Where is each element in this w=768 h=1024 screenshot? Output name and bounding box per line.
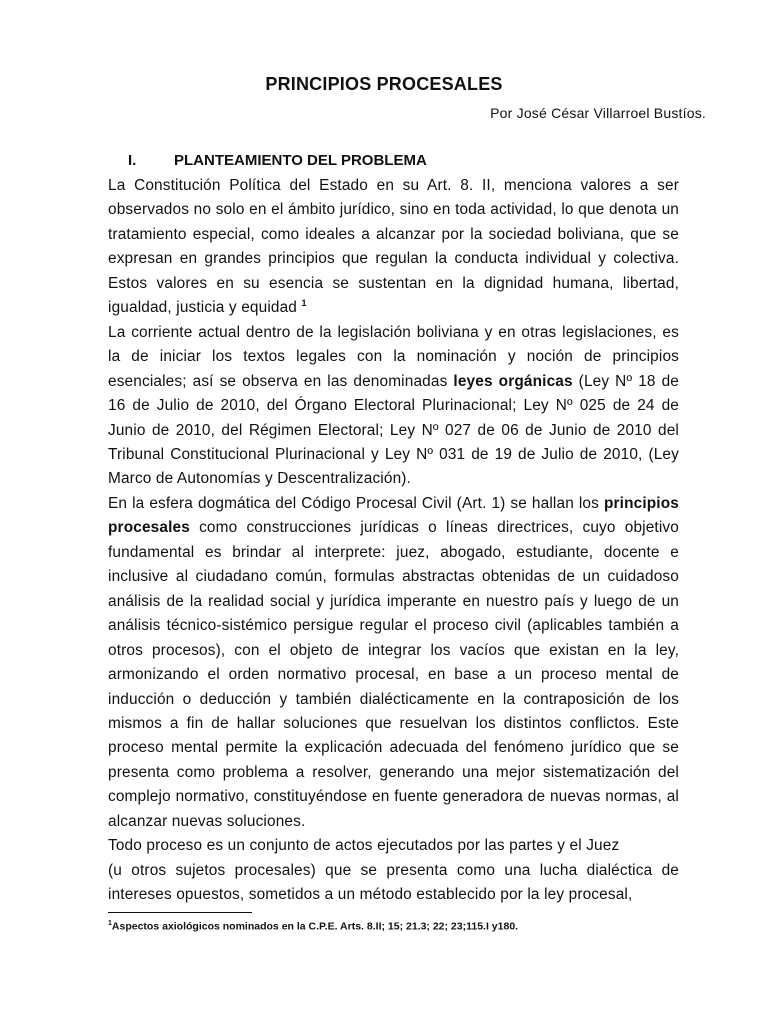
section-number: I. [128,152,137,169]
footnote-marker: 1 [108,920,112,927]
footnote-reference: 1 [301,298,307,309]
paragraph-2-text-before: La corriente actual dentro de la legislación boliviana y en otras legislaciones, es la de iniciar los textos legales con la nominación y noción de principios esenciales; así se observa en las denominadas [108,323,679,390]
paragraph-1-text: La Constitución Política del Estado en su Art. 8. II, menciona valores a ser observados no solo en el ámbito jurídico, sino en toda actividad, lo que denota un tratamiento especial, como ideales a alcanzar por la sociedad boliviana, que se expresan en grandes principios que regulan la conducta individual y colectiva. Estos valores en su esencia se sustentan en la dignidad humana, libertad, igualdad, justicia y equidad [108,177,679,317]
paragraph-2-text-after: (Ley Nº 18 de 16 de Julio de 2010, del Órgano Electoral Plurinacional; Ley Nº 025 de 24 de Junio de 2010, del Régimen Electoral; Ley Nº 027 de 06 de Junio de 2010 del Tribunal Constitucional Plurinacional y Ley Nº 031 de 19 de Julio de 2010, (Ley Marco de Autonomías y Descentralización). [108,372,680,488]
document-author: Por José César Villarroel Bustíos. [490,105,706,121]
paragraph-3-text-after: como construcciones jurídicas o líneas directrices, cuyo objetivo fundamental es brindar al interprete: juez, abogado, estudiante, docente e inclusive al ciudadano común, formulas abstractas obtenidas de un cuidadoso análisis de la realidad social y jurídica imperante en nuestro país y luego de un análisis técnico-sistémico persigue regular el proceso civil (aplicables también a otros procesos), con el objeto de integrar los vacíos que existan en la ley, armonizando el orden normativo procesal, en base a un proceso mental de inducción o deducción y también dialécticamente en la contraposición de los mismos a fin de hallar soluciones que resuelvan los distintos conflictos. Este proceso mental permite la explicación adecuada del fenómeno jurídico que se presenta como problema a resolver, generando una mejor sistematización del complejo normativo, constituyéndose en fuente generadora de nuevas normas, al alcanzar nuevas soluciones. [108,519,679,830]
document-title: PRINCIPIOS PROCESALES [265,74,503,94]
section-heading [128,152,427,169]
footnote-text: Aspectos axiológicos nominados en la C.P.E. Arts. 8.II; 15; 21.3; 22; 23;115.I y180. [111,920,519,933]
footnote [108,920,518,933]
paragraph-3-text-before: En la esfera dogmática del Código Procesal Civil (Art. 1) se hallan los [108,494,604,512]
paragraph-1 [108,174,679,321]
paragraph-4-line-1: Todo proceso es un conjunto de actos ejecutados por las partes y el Juez [108,837,620,855]
footnote-separator [108,912,252,913]
paragraph-3 [108,492,679,834]
paragraph-4-continuation: (u otros sujetos procesales) que se presenta como una lucha dialéctica de intereses opuestos, sometidos a un método establecido por la ley procesal, [108,861,679,904]
paragraph-2-bold: leyes orgánicas [453,372,573,390]
document-body [108,174,679,908]
section-title: PLANTEAMIENTO DEL PROBLEMA [174,152,427,169]
paragraph-2 [108,321,679,492]
paragraph-3-bold: principios procesales [108,494,679,537]
